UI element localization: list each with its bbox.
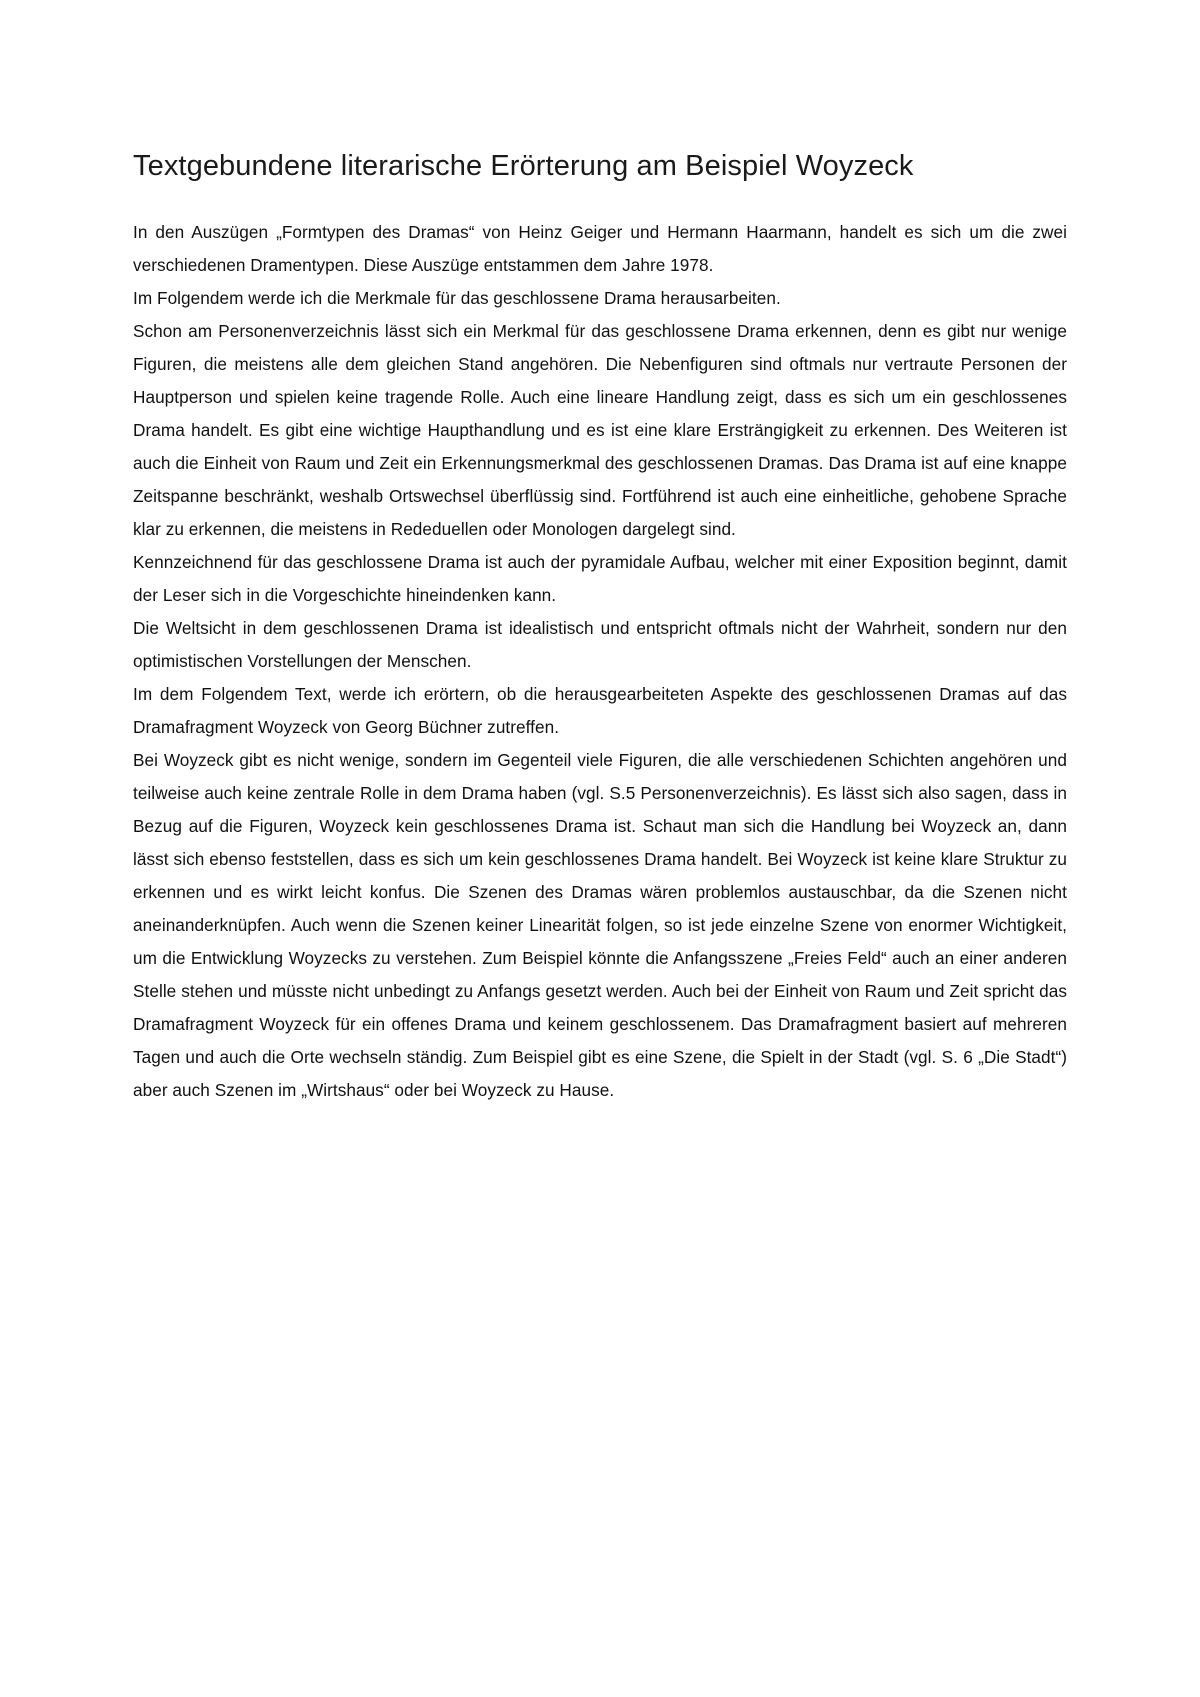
paragraph-analyse: Bei Woyzeck gibt es nicht wenige, sondern im Gegenteil viele Figuren, die alle verschiedenen Schichten angehören und teilweise auch keine zentrale Rolle in dem Drama haben (vgl. S.5 Personenverzeichnis). Es lässt sich also sagen, dass in Bezug auf die Figuren, Woyzeck kein geschlossenes Drama ist. Schaut man sich die Handlung bei Woyzeck an, dann lässt sich ebenso feststellen, dass es sich um kein geschlossenes Drama handelt. Bei Woyzeck ist keine klare Struktur zu erkennen und es wirkt leicht konfus. Die Szenen des Dramas wären problemlos austauschbar, da die Szenen nicht aneinanderknüpfen. Auch wenn die Szenen keiner Linearität folgen, so ist jede einzelne Szene von enormer Wichtigkeit, um die Entwicklung Woyzecks zu verstehen. Zum Beispiel könnte die Anfangsszene „Freies Feld“ auch an einer anderen Stelle stehen und müsste nicht unbedingt zu Anfangs gesetzt werden. Auch bei der Einheit von Raum und Zeit spricht das Dramafragment Woyzeck für ein offenes Drama und keinem geschlossenem. Das Dramafragment basiert auf mehreren Tagen und auch die Orte wechseln ständig. Zum Beispiel gibt es eine Szene, die Spielt in der Stadt (vgl. S. 6 „Die Stadt“) aber auch Szenen im „Wirtshaus“ oder bei Woyzeck zu Hause.	[133, 749, 1067, 1101]
paragraph-intro: In den Auszügen „Formtypen des Dramas“ von Heinz Geiger und Hermann Haarmann, handelt es sich um die zwei verschiedenen Dramentypen. Diese Auszüge entstammen dem Jahre 1978.	[133, 221, 1067, 275]
paragraph-ueberleitung: Im dem Folgendem Text, werde ich erörtern, ob die herausgearbeiteten Aspekte des geschlossenen Dramas auf das Dramafragment Woyzeck von Georg Büchner zutreffen.	[133, 683, 1067, 737]
document-body	[133, 216, 1067, 1107]
page-title: Textgebundene literarische Erörterung am Beispiel Woyzeck	[133, 150, 914, 182]
paragraph-merkmale-2: Kennzeichnend für das geschlossene Drama ist auch der pyramidale Aufbau, welcher mit einer Exposition beginnt, damit der Leser sich in die Vorgeschichte hineindenken kann.	[133, 551, 1067, 605]
paragraph-merkmale-1: Schon am Personenverzeichnis lässt sich ein Merkmal für das geschlossene Drama erkennen, denn es gibt nur wenige Figuren, die meistens alle dem gleichen Stand angehören. Die Nebenfiguren sind oftmals nur vertraute Personen der Hauptperson und spielen keine tragende Rolle. Auch eine lineare Handlung zeigt, dass es sich um ein geschlossenes Drama handelt. Es gibt eine wichtige Haupthandlung und es ist eine klare Ersträngigkeit zu erkennen. Des Weiteren ist auch die Einheit von Raum und Zeit ein Erkennungsmerkmal des geschlossenen Dramas. Das Drama ist auf eine knappe Zeitspanne beschränkt, weshalb Ortswechsel überflüssig sind. Fortführend ist auch eine einheitliche, gehobene Sprache klar zu erkennen, die meistens in Rededuellen oder Monologen dargelegt sind.	[133, 320, 1067, 539]
paragraph-merkmale-3: Die Weltsicht in dem geschlossenen Drama ist idealistisch und entspricht oftmals nicht der Wahrheit, sondern nur den optimistischen Vorstellungen der Menschen.	[133, 617, 1067, 671]
paragraph-thesis: Im Folgendem werde ich die Merkmale für das geschlossene Drama herausarbeiten.	[133, 287, 781, 308]
